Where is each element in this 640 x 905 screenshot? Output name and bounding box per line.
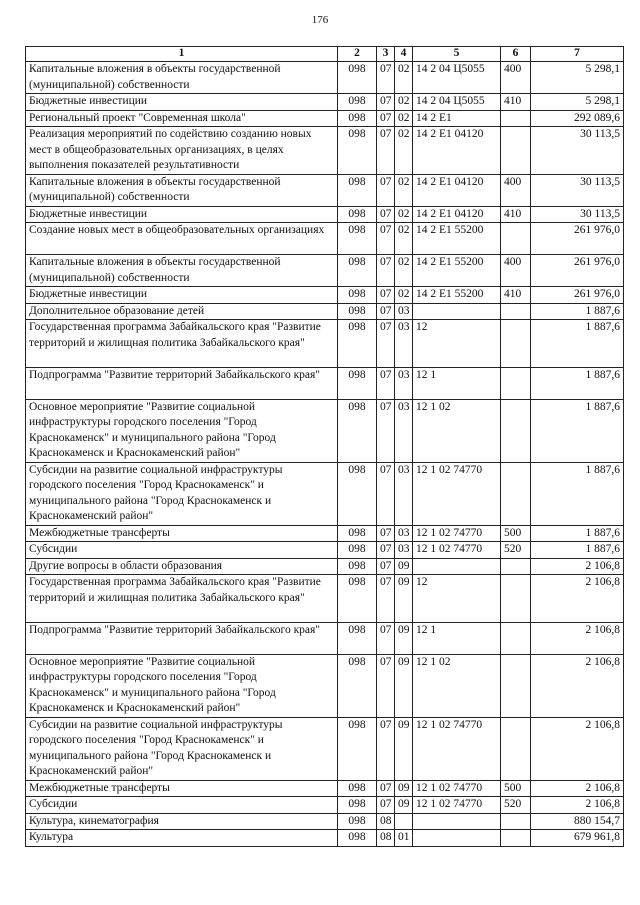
item-name: Капитальные вложения в объекты государственной (муниципальной) собственности: [26, 174, 338, 206]
section-code: 07: [377, 110, 395, 127]
table-row: [26, 542, 624, 559]
section-code: 07: [377, 399, 395, 462]
target-article-code: [413, 558, 501, 575]
column-header: 6: [501, 47, 531, 62]
item-name: Основное мероприятие "Развитие социальной инфраструктуры городского поселения "Город Краснокаменск" и муниципального района "Город Краснокаменск и Краснокаменский район": [26, 399, 338, 462]
expense-type-code: [501, 558, 531, 575]
amount: 1 887,6: [531, 462, 624, 525]
item-name: Другие вопросы в области образования: [26, 558, 338, 575]
expense-type-code: [501, 399, 531, 462]
admin-code: 098: [338, 303, 377, 320]
subsection-code: 09: [395, 575, 413, 623]
amount: 1 887,6: [531, 303, 624, 320]
subsection-code: 09: [395, 717, 413, 780]
section-code: 07: [377, 94, 395, 111]
target-article-code: 14 2 E1 04120: [413, 174, 501, 206]
expense-type-code: 410: [501, 287, 531, 304]
subsection-code: 02: [395, 62, 413, 94]
amount: 30 113,5: [531, 127, 624, 175]
section-code: 07: [377, 127, 395, 175]
section-code: 07: [377, 287, 395, 304]
column-number-row: [26, 47, 624, 62]
expense-type-code: [501, 127, 531, 175]
item-name: Региональный проект "Современная школа": [26, 110, 338, 127]
admin-code: 098: [338, 525, 377, 542]
target-article-code: 12 1 02: [413, 399, 501, 462]
column-header: 1: [26, 47, 338, 62]
admin-code: 098: [338, 367, 377, 399]
table-row: [26, 813, 624, 830]
admin-code: 098: [338, 654, 377, 717]
item-name: Бюджетные инвестиции: [26, 94, 338, 111]
section-code: 07: [377, 780, 395, 797]
target-article-code: 12 1 02: [413, 654, 501, 717]
expense-type-code: 520: [501, 542, 531, 559]
column-header: 2: [338, 47, 377, 62]
amount: 1 887,6: [531, 399, 624, 462]
subsection-code: 03: [395, 399, 413, 462]
expense-type-code: 400: [501, 174, 531, 206]
expense-type-code: 500: [501, 525, 531, 542]
table-row: [26, 94, 624, 111]
item-name: Дополнительное образование детей: [26, 303, 338, 320]
subsection-code: 02: [395, 223, 413, 255]
table-row: [26, 780, 624, 797]
subsection-code: 02: [395, 94, 413, 111]
section-code: 08: [377, 813, 395, 830]
expense-type-code: [501, 462, 531, 525]
subsection-code: 09: [395, 622, 413, 654]
item-name: Капитальные вложения в объекты государственной (муниципальной) собственности: [26, 255, 338, 287]
target-article-code: 14 2 04 Ц5055: [413, 94, 501, 111]
amount: 2 106,8: [531, 575, 624, 623]
section-code: 08: [377, 830, 395, 847]
target-article-code: 14 2 E1: [413, 110, 501, 127]
expense-type-code: [501, 813, 531, 830]
target-article-code: 12 1 02 74770: [413, 525, 501, 542]
expense-type-code: 410: [501, 206, 531, 223]
table-row: [26, 127, 624, 175]
item-name: Субсидии на развитие социальной инфраструктуры городского поселения "Город Краснокаменск" и муниципального района "Город Краснокаменск и Краснокаменский район": [26, 717, 338, 780]
admin-code: 098: [338, 94, 377, 111]
table-row: [26, 255, 624, 287]
section-code: 07: [377, 462, 395, 525]
section-code: 07: [377, 255, 395, 287]
admin-code: 098: [338, 780, 377, 797]
amount: 5 298,1: [531, 94, 624, 111]
subsection-code: 03: [395, 367, 413, 399]
expense-type-code: [501, 717, 531, 780]
target-article-code: [413, 830, 501, 847]
page-number: 176: [311, 14, 329, 26]
amount: 5 298,1: [531, 62, 624, 94]
expense-type-code: [501, 830, 531, 847]
target-article-code: 12: [413, 320, 501, 368]
subsection-code: 02: [395, 127, 413, 175]
subsection-code: 03: [395, 303, 413, 320]
target-article-code: 12 1 02 74770: [413, 462, 501, 525]
admin-code: 098: [338, 287, 377, 304]
admin-code: 098: [338, 558, 377, 575]
subsection-code: 02: [395, 255, 413, 287]
subsection-code: 02: [395, 206, 413, 223]
table-row: [26, 654, 624, 717]
amount: 1 887,6: [531, 525, 624, 542]
table-row: [26, 206, 624, 223]
expense-type-code: 410: [501, 94, 531, 111]
section-code: 07: [377, 542, 395, 559]
section-code: 07: [377, 525, 395, 542]
column-header: 3: [377, 47, 395, 62]
subsection-code: 03: [395, 320, 413, 368]
target-article-code: 12 1 02 74770: [413, 780, 501, 797]
item-name: Культура, кинематография: [26, 813, 338, 830]
admin-code: 098: [338, 542, 377, 559]
item-name: Реализация мероприятий по содействию созданию новых мест в общеобразовательных организациях, в целях выполнения показателей результативности: [26, 127, 338, 175]
amount: 261 976,0: [531, 223, 624, 255]
subsection-code: 01: [395, 830, 413, 847]
admin-code: 098: [338, 320, 377, 368]
target-article-code: [413, 303, 501, 320]
target-article-code: [413, 813, 501, 830]
subsection-code: 09: [395, 558, 413, 575]
amount: 30 113,5: [531, 174, 624, 206]
amount: 2 106,8: [531, 717, 624, 780]
item-name: Субсидии на развитие социальной инфраструктуры городского поселения "Город Краснокаменск" и муниципального района "Город Краснокаменск и Краснокаменский район": [26, 462, 338, 525]
section-code: 07: [377, 558, 395, 575]
item-name: Подпрограмма "Развитие территорий Забайкальского края": [26, 367, 338, 399]
admin-code: 098: [338, 110, 377, 127]
amount: 1 887,6: [531, 320, 624, 368]
target-article-code: 14 2 04 Ц5055: [413, 62, 501, 94]
budget-table: [25, 46, 624, 847]
subsection-code: 09: [395, 654, 413, 717]
amount: 1 887,6: [531, 542, 624, 559]
admin-code: 098: [338, 575, 377, 623]
target-article-code: 14 2 E1 04120: [413, 206, 501, 223]
section-code: 07: [377, 797, 395, 814]
item-name: Государственная программа Забайкальского края "Развитие территорий и жилищная политика Забайкальского края": [26, 575, 338, 623]
expense-type-code: [501, 303, 531, 320]
section-code: 07: [377, 654, 395, 717]
section-code: 07: [377, 367, 395, 399]
table-row: [26, 287, 624, 304]
item-name: Государственная программа Забайкальского края "Развитие территорий и жилищная политика Забайкальского края": [26, 320, 338, 368]
item-name: Бюджетные инвестиции: [26, 287, 338, 304]
subsection-code: [395, 813, 413, 830]
column-header: 5: [413, 47, 501, 62]
expense-type-code: 400: [501, 255, 531, 287]
expense-type-code: 400: [501, 62, 531, 94]
section-code: 07: [377, 320, 395, 368]
table-row: [26, 797, 624, 814]
subsection-code: 02: [395, 287, 413, 304]
section-code: 07: [377, 62, 395, 94]
target-article-code: 12 1 02 74770: [413, 717, 501, 780]
target-article-code: 12 1: [413, 367, 501, 399]
item-name: Межбюджетные трансферты: [26, 780, 338, 797]
section-code: 07: [377, 622, 395, 654]
admin-code: 098: [338, 813, 377, 830]
item-name: Капитальные вложения в объекты государственной (муниципальной) собственности: [26, 62, 338, 94]
expense-type-code: [501, 110, 531, 127]
table-row: [26, 399, 624, 462]
subsection-code: 03: [395, 542, 413, 559]
target-article-code: 12 1 02 74770: [413, 542, 501, 559]
subsection-code: 09: [395, 780, 413, 797]
amount: 2 106,8: [531, 654, 624, 717]
amount: 261 976,0: [531, 255, 624, 287]
item-name: Культура: [26, 830, 338, 847]
expense-type-code: [501, 654, 531, 717]
expense-type-code: [501, 575, 531, 623]
column-header: 7: [531, 47, 624, 62]
table-row: [26, 622, 624, 654]
amount: 292 089,6: [531, 110, 624, 127]
column-header: 4: [395, 47, 413, 62]
expense-type-code: [501, 320, 531, 368]
expense-type-code: [501, 367, 531, 399]
amount: 261 976,0: [531, 287, 624, 304]
item-name: Подпрограмма "Развитие территорий Забайкальского края": [26, 622, 338, 654]
admin-code: 098: [338, 830, 377, 847]
expense-type-code: [501, 622, 531, 654]
admin-code: 098: [338, 462, 377, 525]
section-code: 07: [377, 575, 395, 623]
section-code: 07: [377, 717, 395, 780]
item-name: Субсидии: [26, 797, 338, 814]
table-row: [26, 303, 624, 320]
table-row: [26, 223, 624, 255]
expense-type-code: 500: [501, 780, 531, 797]
subsection-code: 02: [395, 174, 413, 206]
admin-code: 098: [338, 255, 377, 287]
table-row: [26, 830, 624, 847]
amount: 2 106,8: [531, 780, 624, 797]
subsection-code: 03: [395, 525, 413, 542]
amount: 2 106,8: [531, 797, 624, 814]
amount: 880 154,7: [531, 813, 624, 830]
table-row: [26, 558, 624, 575]
section-code: 07: [377, 223, 395, 255]
target-article-code: 14 2 E1 55200: [413, 223, 501, 255]
item-name: Субсидии: [26, 542, 338, 559]
table-body: [26, 62, 624, 847]
admin-code: 098: [338, 127, 377, 175]
expense-type-code: [501, 223, 531, 255]
admin-code: 098: [338, 223, 377, 255]
admin-code: 098: [338, 797, 377, 814]
target-article-code: 14 2 E1 55200: [413, 287, 501, 304]
target-article-code: 14 2 E1 55200: [413, 255, 501, 287]
item-name: Бюджетные инвестиции: [26, 206, 338, 223]
expense-type-code: 520: [501, 797, 531, 814]
admin-code: 098: [338, 174, 377, 206]
admin-code: 098: [338, 622, 377, 654]
amount: 2 106,8: [531, 558, 624, 575]
item-name: Межбюджетные трансферты: [26, 525, 338, 542]
subsection-code: 02: [395, 110, 413, 127]
table-row: [26, 62, 624, 94]
target-article-code: 12 1: [413, 622, 501, 654]
table-row: [26, 717, 624, 780]
table-row: [26, 367, 624, 399]
item-name: Основное мероприятие "Развитие социальной инфраструктуры городского поселения "Город Краснокаменск" и муниципального района "Город Краснокаменск и Краснокаменский район": [26, 654, 338, 717]
section-code: 07: [377, 206, 395, 223]
table-row: [26, 462, 624, 525]
amount: 679 961,8: [531, 830, 624, 847]
section-code: 07: [377, 303, 395, 320]
table-row: [26, 174, 624, 206]
target-article-code: 12 1 02 74770: [413, 797, 501, 814]
subsection-code: 09: [395, 797, 413, 814]
admin-code: 098: [338, 717, 377, 780]
admin-code: 098: [338, 206, 377, 223]
admin-code: 098: [338, 62, 377, 94]
amount: 30 113,5: [531, 206, 624, 223]
table-row: [26, 525, 624, 542]
target-article-code: 12: [413, 575, 501, 623]
section-code: 07: [377, 174, 395, 206]
amount: 2 106,8: [531, 622, 624, 654]
table-row: [26, 320, 624, 368]
table-row: [26, 110, 624, 127]
subsection-code: 03: [395, 462, 413, 525]
admin-code: 098: [338, 399, 377, 462]
target-article-code: 14 2 E1 04120: [413, 127, 501, 175]
table-row: [26, 575, 624, 623]
item-name: Создание новых мест в общеобразовательных организациях: [26, 223, 338, 255]
amount: 1 887,6: [531, 367, 624, 399]
